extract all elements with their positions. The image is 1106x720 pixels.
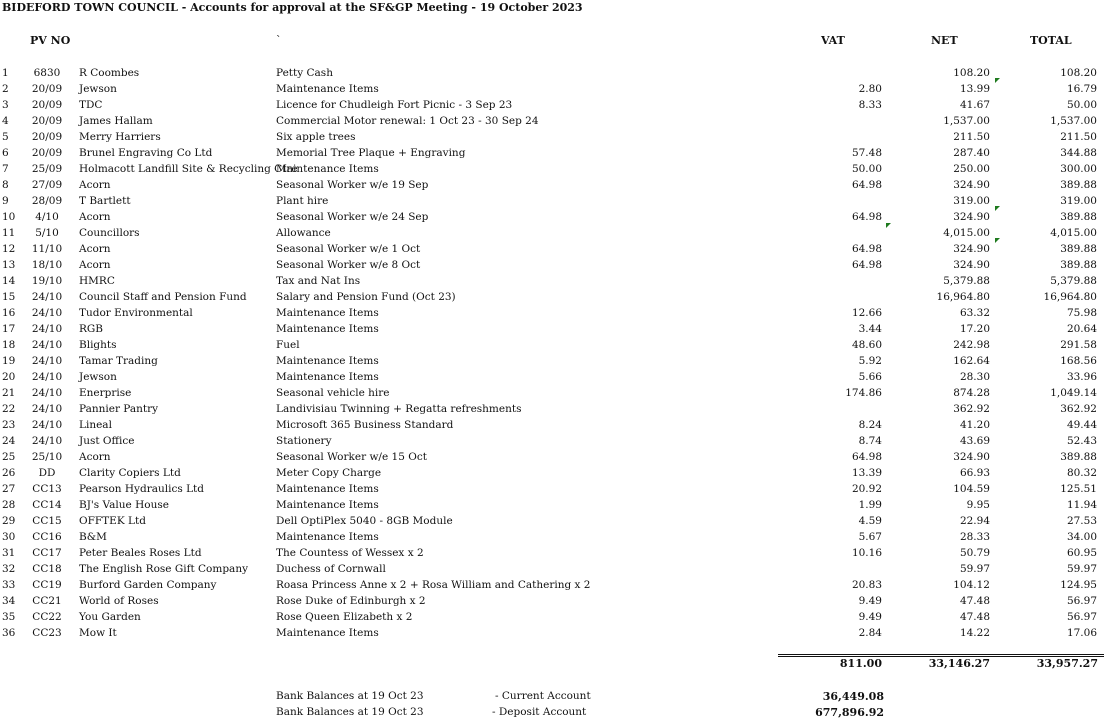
total-amount: 27.53 bbox=[1066, 515, 1097, 527]
description: Rose Duke of Edinburgh x 2 bbox=[276, 595, 426, 607]
payee: Acorn bbox=[79, 211, 111, 223]
payee: World of Roses bbox=[79, 595, 159, 607]
vat-amount: 174.86 bbox=[845, 387, 882, 399]
net-amount: 14.22 bbox=[959, 627, 990, 639]
payee: HMRC bbox=[79, 275, 115, 287]
description: Fuel bbox=[276, 339, 300, 351]
pv-number: 20/09 bbox=[31, 147, 63, 159]
description: Maintenance Items bbox=[276, 83, 379, 95]
pv-number: CC16 bbox=[32, 531, 62, 543]
description: Maintenance Items bbox=[276, 627, 379, 639]
description: Salary and Pension Fund (Oct 23) bbox=[276, 291, 456, 303]
description: Six apple trees bbox=[276, 131, 356, 143]
vat-amount: 10.16 bbox=[851, 547, 882, 559]
description: Seasonal Worker w/e 8 Oct bbox=[276, 259, 421, 271]
net-amount: 250.00 bbox=[953, 163, 990, 175]
description: Maintenance Items bbox=[276, 323, 379, 335]
description: Microsoft 365 Business Standard bbox=[276, 419, 454, 431]
pv-number: 25/10 bbox=[31, 451, 63, 463]
total-amount: 389.88 bbox=[1060, 179, 1097, 191]
vat-amount: 3.44 bbox=[858, 323, 882, 335]
payee: Pearson Hydraulics Ltd bbox=[79, 483, 204, 495]
net-amount: 104.59 bbox=[953, 483, 990, 495]
net-amount: 41.20 bbox=[959, 419, 990, 431]
row-number: 5 bbox=[2, 131, 9, 143]
payee: Jewson bbox=[79, 83, 117, 95]
net-amount: 242.98 bbox=[953, 339, 990, 351]
description: Maintenance Items bbox=[276, 483, 379, 495]
net-amount: 324.90 bbox=[953, 211, 990, 223]
row-number: 25 bbox=[2, 451, 16, 463]
description: Tax and Nat Ins bbox=[276, 275, 361, 287]
pv-number: 27/09 bbox=[31, 179, 63, 191]
pv-number: CC22 bbox=[32, 611, 62, 623]
row-number: 12 bbox=[2, 243, 16, 255]
net-amount: 9.95 bbox=[966, 499, 990, 511]
pv-number: DD bbox=[38, 467, 56, 479]
net-amount: 63.32 bbox=[959, 307, 990, 319]
total-amount: 1,537.00 bbox=[1050, 115, 1097, 127]
total-amount: 16.79 bbox=[1066, 83, 1097, 95]
net-amount: 28.30 bbox=[959, 371, 990, 383]
total-amount: 56.97 bbox=[1066, 595, 1097, 607]
vat-amount: 64.98 bbox=[851, 451, 882, 463]
row-number: 18 bbox=[2, 339, 16, 351]
total-amount: 60.95 bbox=[1066, 547, 1097, 559]
header-total: TOTAL bbox=[1030, 34, 1072, 47]
payee: Brunel Engraving Co Ltd bbox=[79, 147, 213, 159]
pv-number: CC17 bbox=[32, 547, 62, 559]
total-amount: 124.95 bbox=[1060, 579, 1097, 591]
total-amount: 211.50 bbox=[1060, 131, 1097, 143]
pv-number: CC15 bbox=[32, 515, 62, 527]
net-amount: 162.64 bbox=[953, 355, 990, 367]
payee: Enerprise bbox=[79, 387, 132, 399]
description: Roasa Princess Anne x 2 + Rosa William and Cathering x 2 bbox=[276, 579, 591, 591]
net-amount: 47.48 bbox=[959, 595, 990, 607]
pv-number: 20/09 bbox=[31, 99, 63, 111]
payee: Holmacott Landfill Site & Recycling Ctre bbox=[79, 163, 298, 175]
description: Landivisiau Twinning + Regatta refreshments bbox=[276, 403, 522, 415]
pv-number: 24/10 bbox=[31, 419, 63, 431]
total-net: 33,146.27 bbox=[928, 657, 990, 670]
net-amount: 50.79 bbox=[959, 547, 990, 559]
total-amount: 11.94 bbox=[1066, 499, 1097, 511]
total-amount: 389.88 bbox=[1060, 211, 1097, 223]
pv-number: 18/10 bbox=[31, 259, 63, 271]
comment-marker bbox=[886, 223, 891, 228]
net-amount: 287.40 bbox=[953, 147, 990, 159]
bank-label-deposit: Bank Balances at 19 Oct 23 bbox=[276, 706, 424, 718]
description: Maintenance Items bbox=[276, 531, 379, 543]
row-number: 13 bbox=[2, 259, 16, 271]
comment-marker bbox=[995, 238, 1000, 243]
row-number: 22 bbox=[2, 403, 16, 415]
row-number: 23 bbox=[2, 419, 16, 431]
description: Seasonal Worker w/e 1 Oct bbox=[276, 243, 421, 255]
total-amount: 344.88 bbox=[1060, 147, 1097, 159]
vat-amount: 8.33 bbox=[858, 99, 882, 111]
description: Meter Copy Charge bbox=[276, 467, 382, 479]
net-amount: 47.48 bbox=[959, 611, 990, 623]
pv-number: 25/09 bbox=[31, 163, 63, 175]
description: Rose Queen Elizabeth x 2 bbox=[276, 611, 413, 623]
description: Maintenance Items bbox=[276, 499, 379, 511]
header-tick: ` bbox=[276, 34, 282, 47]
net-amount: 41.67 bbox=[959, 99, 990, 111]
description: Seasonal vehicle hire bbox=[276, 387, 390, 399]
pv-number: 6830 bbox=[33, 67, 61, 79]
description: Stationery bbox=[276, 435, 332, 447]
net-amount: 5,379.88 bbox=[943, 275, 990, 287]
pv-number: 20/09 bbox=[31, 115, 63, 127]
description: Commercial Motor renewal: 1 Oct 23 - 30 Sep 24 bbox=[276, 115, 539, 127]
net-amount: 362.92 bbox=[953, 403, 990, 415]
row-number: 10 bbox=[2, 211, 16, 223]
total-amount: 16,964.80 bbox=[1043, 291, 1097, 303]
vat-amount: 50.00 bbox=[851, 163, 882, 175]
total-amount: 59.97 bbox=[1066, 563, 1097, 575]
payee: Tudor Environmental bbox=[79, 307, 193, 319]
header-net: NET bbox=[931, 34, 958, 47]
pv-number: 11/10 bbox=[31, 243, 63, 255]
total-amount: 49.44 bbox=[1066, 419, 1097, 431]
payee: Acorn bbox=[79, 451, 111, 463]
vat-amount: 2.84 bbox=[858, 627, 882, 639]
payee: R Coombes bbox=[79, 67, 140, 79]
payee: Acorn bbox=[79, 243, 111, 255]
total-total: 33,957.27 bbox=[1036, 657, 1098, 670]
row-number: 7 bbox=[2, 163, 9, 175]
row-number: 2 bbox=[2, 83, 9, 95]
total-amount: 17.06 bbox=[1066, 627, 1097, 639]
bank-account-deposit: - Deposit Account bbox=[492, 706, 587, 718]
vat-amount: 64.98 bbox=[851, 243, 882, 255]
total-amount: 362.92 bbox=[1060, 403, 1097, 415]
net-amount: 324.90 bbox=[953, 179, 990, 191]
total-amount: 108.20 bbox=[1060, 67, 1097, 79]
pv-number: CC23 bbox=[32, 627, 62, 639]
vat-amount: 64.98 bbox=[851, 259, 882, 271]
row-number: 20 bbox=[2, 371, 16, 383]
payee: BJ's Value House bbox=[79, 499, 169, 511]
payee: Blights bbox=[79, 339, 117, 351]
row-number: 24 bbox=[2, 435, 16, 447]
net-amount: 324.90 bbox=[953, 259, 990, 271]
pv-number: 24/10 bbox=[31, 403, 63, 415]
header-vat: VAT bbox=[821, 34, 845, 47]
payee: Jewson bbox=[79, 371, 117, 383]
pv-number: 19/10 bbox=[31, 275, 63, 287]
vat-amount: 9.49 bbox=[858, 611, 882, 623]
payee: Council Staff and Pension Fund bbox=[79, 291, 247, 303]
pv-number: 24/10 bbox=[31, 291, 63, 303]
description: Dell OptiPlex 5040 - 8GB Module bbox=[276, 515, 453, 527]
payee: Peter Beales Roses Ltd bbox=[79, 547, 202, 559]
total-amount: 125.51 bbox=[1060, 483, 1097, 495]
pv-number: CC14 bbox=[32, 499, 62, 511]
total-amount: 80.32 bbox=[1066, 467, 1097, 479]
payee: Clarity Copiers Ltd bbox=[79, 467, 181, 479]
pv-number: 24/10 bbox=[31, 435, 63, 447]
comment-marker bbox=[995, 78, 1000, 83]
total-amount: 291.58 bbox=[1060, 339, 1097, 351]
total-amount: 168.56 bbox=[1060, 355, 1097, 367]
total-amount: 75.98 bbox=[1066, 307, 1097, 319]
vat-amount: 13.39 bbox=[851, 467, 882, 479]
total-amount: 5,379.88 bbox=[1050, 275, 1097, 287]
net-amount: 43.69 bbox=[959, 435, 990, 447]
vat-amount: 20.92 bbox=[851, 483, 882, 495]
total-amount: 4,015.00 bbox=[1050, 227, 1097, 239]
vat-amount: 4.59 bbox=[858, 515, 882, 527]
total-amount: 52.43 bbox=[1066, 435, 1097, 447]
pv-number: 24/10 bbox=[31, 323, 63, 335]
payee: OFFTEK Ltd bbox=[79, 515, 146, 527]
vat-amount: 20.83 bbox=[851, 579, 882, 591]
net-amount: 66.93 bbox=[959, 467, 990, 479]
row-number: 16 bbox=[2, 307, 16, 319]
payee: James Hallam bbox=[79, 115, 153, 127]
bank-value-deposit: 677,896.92 bbox=[815, 706, 884, 719]
total-amount: 300.00 bbox=[1060, 163, 1097, 175]
net-amount: 874.28 bbox=[953, 387, 990, 399]
row-number: 35 bbox=[2, 611, 16, 623]
total-amount: 319.00 bbox=[1060, 195, 1097, 207]
description: Maintenance Items bbox=[276, 307, 379, 319]
payee: Just Office bbox=[79, 435, 135, 447]
payee: Acorn bbox=[79, 179, 111, 191]
net-amount: 104.12 bbox=[953, 579, 990, 591]
vat-amount: 5.92 bbox=[858, 355, 882, 367]
payee: The English Rose Gift Company bbox=[79, 563, 249, 575]
payee: Tamar Trading bbox=[79, 355, 158, 367]
description: Duchess of Cornwall bbox=[276, 563, 386, 575]
row-number: 28 bbox=[2, 499, 16, 511]
pv-number: 24/10 bbox=[31, 371, 63, 383]
bank-value-current: 36,449.08 bbox=[822, 690, 884, 703]
pv-number: 28/09 bbox=[31, 195, 63, 207]
pv-number: 24/10 bbox=[31, 339, 63, 351]
row-number: 27 bbox=[2, 483, 16, 495]
description: Seasonal Worker w/e 15 Oct bbox=[276, 451, 427, 463]
net-amount: 16,964.80 bbox=[936, 291, 990, 303]
description: Maintenance Items bbox=[276, 355, 379, 367]
row-number: 17 bbox=[2, 323, 16, 335]
vat-amount: 5.66 bbox=[858, 371, 882, 383]
row-number: 34 bbox=[2, 595, 16, 607]
pv-number: CC13 bbox=[32, 483, 62, 495]
payee: T Bartlett bbox=[79, 195, 131, 207]
row-number: 26 bbox=[2, 467, 16, 479]
vat-amount: 12.66 bbox=[851, 307, 882, 319]
pv-number: CC19 bbox=[32, 579, 62, 591]
row-number: 4 bbox=[2, 115, 9, 127]
sheet-title: BIDEFORD TOWN COUNCIL - Accounts for approval at the SF&GP Meeting - 19 October 2023 bbox=[2, 1, 583, 14]
total-amount: 50.00 bbox=[1066, 99, 1097, 111]
bank-label-current: Bank Balances at 19 Oct 23 bbox=[276, 690, 424, 702]
total-vat: 811.00 bbox=[839, 657, 882, 670]
payee: Burford Garden Company bbox=[79, 579, 217, 591]
payee: B&M bbox=[79, 531, 107, 543]
description: Maintenance Items bbox=[276, 371, 379, 383]
row-number: 19 bbox=[2, 355, 16, 367]
vat-amount: 5.67 bbox=[858, 531, 882, 543]
vat-amount: 9.49 bbox=[858, 595, 882, 607]
net-amount: 17.20 bbox=[959, 323, 990, 335]
description: Seasonal Worker w/e 19 Sep bbox=[276, 179, 429, 191]
description: Petty Cash bbox=[276, 67, 333, 79]
vat-amount: 8.24 bbox=[858, 419, 882, 431]
vat-amount: 57.48 bbox=[851, 147, 882, 159]
vat-amount: 64.98 bbox=[851, 211, 882, 223]
row-number: 31 bbox=[2, 547, 16, 559]
row-number: 6 bbox=[2, 147, 9, 159]
vat-amount: 48.60 bbox=[851, 339, 882, 351]
header-pv-no: PV NO bbox=[30, 34, 71, 47]
payee: Lineal bbox=[79, 419, 112, 431]
pv-number: 4/10 bbox=[35, 211, 59, 223]
total-amount: 56.97 bbox=[1066, 611, 1097, 623]
description: Maintenance Items bbox=[276, 163, 379, 175]
row-number: 9 bbox=[2, 195, 9, 207]
total-amount: 34.00 bbox=[1066, 531, 1097, 543]
net-amount: 4,015.00 bbox=[943, 227, 990, 239]
row-number: 11 bbox=[2, 227, 16, 239]
net-amount: 319.00 bbox=[953, 195, 990, 207]
payee: Merry Harriers bbox=[79, 131, 161, 143]
pv-number: 20/09 bbox=[31, 131, 63, 143]
vat-amount: 1.99 bbox=[858, 499, 882, 511]
net-amount: 211.50 bbox=[953, 131, 990, 143]
net-amount: 108.20 bbox=[953, 67, 990, 79]
payee: RGB bbox=[79, 323, 104, 335]
row-number: 8 bbox=[2, 179, 9, 191]
pv-number: 24/10 bbox=[31, 387, 63, 399]
description: Licence for Chudleigh Fort Picnic - 3 Sep 23 bbox=[276, 99, 513, 111]
bank-account-current: - Current Account bbox=[495, 690, 591, 702]
pv-number: 24/10 bbox=[31, 307, 63, 319]
net-amount: 324.90 bbox=[953, 451, 990, 463]
row-number: 29 bbox=[2, 515, 16, 527]
pv-number: 24/10 bbox=[31, 355, 63, 367]
vat-amount: 8.74 bbox=[858, 435, 882, 447]
totals-rule bbox=[778, 654, 1104, 655]
description: Memorial Tree Plaque + Engraving bbox=[276, 147, 466, 159]
total-amount: 1,049.14 bbox=[1050, 387, 1097, 399]
vat-amount: 64.98 bbox=[851, 179, 882, 191]
vat-amount: 2.80 bbox=[858, 83, 882, 95]
net-amount: 22.94 bbox=[959, 515, 990, 527]
comment-marker bbox=[995, 206, 1000, 211]
row-number: 30 bbox=[2, 531, 16, 543]
pv-number: CC18 bbox=[32, 563, 62, 575]
description: Plant hire bbox=[276, 195, 329, 207]
row-number: 32 bbox=[2, 563, 16, 575]
net-amount: 13.99 bbox=[959, 83, 990, 95]
row-number: 15 bbox=[2, 291, 16, 303]
total-amount: 389.88 bbox=[1060, 451, 1097, 463]
pv-number: CC21 bbox=[32, 595, 62, 607]
row-number: 36 bbox=[2, 627, 16, 639]
row-number: 14 bbox=[2, 275, 16, 287]
total-amount: 389.88 bbox=[1060, 243, 1097, 255]
description: The Countess of Wessex x 2 bbox=[276, 547, 424, 559]
description: Allowance bbox=[276, 227, 331, 239]
pv-number: 20/09 bbox=[31, 83, 63, 95]
row-number: 1 bbox=[2, 67, 9, 79]
payee: You Garden bbox=[79, 611, 141, 623]
row-number: 21 bbox=[2, 387, 16, 399]
payee: Mow It bbox=[79, 627, 117, 639]
net-amount: 59.97 bbox=[959, 563, 990, 575]
net-amount: 1,537.00 bbox=[943, 115, 990, 127]
row-number: 3 bbox=[2, 99, 9, 111]
net-amount: 324.90 bbox=[953, 243, 990, 255]
payee: Acorn bbox=[79, 259, 111, 271]
pv-number: 5/10 bbox=[35, 227, 59, 239]
total-amount: 389.88 bbox=[1060, 259, 1097, 271]
total-amount: 33.96 bbox=[1066, 371, 1097, 383]
description: Seasonal Worker w/e 24 Sep bbox=[276, 211, 429, 223]
net-amount: 28.33 bbox=[959, 531, 990, 543]
row-number: 33 bbox=[2, 579, 16, 591]
payee: TDC bbox=[79, 99, 103, 111]
total-amount: 20.64 bbox=[1066, 323, 1097, 335]
payee: Councillors bbox=[79, 227, 140, 239]
payee: Pannier Pantry bbox=[79, 403, 159, 415]
